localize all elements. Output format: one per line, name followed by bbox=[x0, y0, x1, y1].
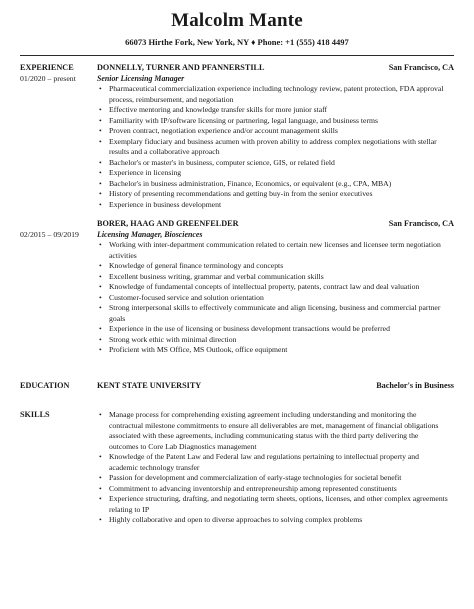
list-item: • Knowledge of general finance terminology and concepts bbox=[97, 261, 448, 272]
list-item: • Bachelor's or master's in business, computer science, GIS, or related field bbox=[97, 158, 448, 169]
list-item: • Effective mentoring and knowledge transfer skills for more junior staff bbox=[97, 105, 448, 116]
education-heading: EDUCATION bbox=[20, 381, 70, 390]
job-title: Licensing Manager, Biosciences bbox=[97, 230, 203, 239]
job-bullets bbox=[97, 240, 448, 356]
list-item: • Passion for development and commercialization of early-stage technologies for societal benefit bbox=[97, 473, 448, 484]
list-item: • Knowledge of the Patent Law and Federal law and regulations pertaining to intellectual property and academic technology transfer bbox=[97, 452, 448, 473]
list-item: • Strong work ethic with minimal direction bbox=[97, 335, 448, 346]
list-item: • Customer-focused service and solution orientation bbox=[97, 293, 448, 304]
job-title: Senior Licensing Manager bbox=[97, 74, 185, 83]
job-dates: 01/2020 – present bbox=[20, 74, 76, 83]
list-item: • Manage process for comprehending existing agreement including understanding and monitoring the contractual milestone commitments to ensure all deliverables are met, management of financial obligations associated with these agreements, including communicating status with the third party delivering the outcomes to Core Lab Diagnostics management bbox=[97, 410, 448, 452]
list-item: • Experience in the use of licensing or business development transactions would be preferred bbox=[97, 324, 448, 335]
list-item: • History of presenting recommendations and getting buy-in from the senior executives bbox=[97, 189, 448, 200]
job-location: San Francisco, CA bbox=[388, 63, 454, 72]
header-divider bbox=[20, 55, 454, 56]
contact-line: 66073 Hirthe Fork, New York, NY ♦ Phone: +1 (555) 418 4497 bbox=[125, 37, 349, 47]
list-item: • Highly collaborative and open to diverse approaches to solving complex problems bbox=[97, 515, 448, 526]
list-item: • Excellent business writing, grammar and verbal communication skills bbox=[97, 272, 448, 283]
job-bullets bbox=[97, 84, 448, 210]
list-item: • Bachelor's in business administration, Finance, Economics, or equivalent (e.g., CPA, MBA) bbox=[97, 179, 448, 190]
list-item: • Proven contract, negotiation experience and/or account management skills bbox=[97, 126, 448, 137]
skills-bullets bbox=[97, 410, 448, 526]
list-item: • Experience in licensing bbox=[97, 168, 448, 179]
list-item: • Commitment to advancing inventorship and entrepreneurship among represented constituents bbox=[97, 484, 448, 495]
list-item: • Experience in business development bbox=[97, 200, 448, 211]
list-item: • Knowledge of fundamental concepts of intellectual property, patents, contract law and deal valuation bbox=[97, 282, 448, 293]
job-location: San Francisco, CA bbox=[388, 219, 454, 228]
school-name: KENT STATE UNIVERSITY bbox=[97, 381, 202, 390]
degree: Bachelor's in Business bbox=[376, 381, 454, 390]
job-company: BORER, HAAG AND GREENFELDER bbox=[97, 219, 239, 228]
job-dates: 02/2015 – 09/2019 bbox=[20, 230, 79, 239]
list-item: • Exemplary fiduciary and business acumen with proven ability to address complex negotiations with stellar results and a collaborative approach bbox=[97, 137, 448, 158]
list-item: • Experience structuring, drafting, and negotiating term sheets, options, licenses, and other complex agreements relating to IP bbox=[97, 494, 448, 515]
list-item: • Pharmaceutical commercialization experience including technology review, patent protection, FDA approval process, reimbursement, and negotiation bbox=[97, 84, 448, 105]
list-item: • Familiarity with IP/software licensing or partnering, legal language, and business terms bbox=[97, 116, 448, 127]
list-item: • Proficient with MS Office, MS Outlook, office equipment bbox=[97, 345, 448, 356]
candidate-name: Malcolm Mante bbox=[171, 10, 303, 31]
job-company: DONNELLY, TURNER AND PFANNERSTILL bbox=[97, 63, 265, 72]
skills-heading: SKILLS bbox=[20, 410, 50, 419]
experience-heading: EXPERIENCE bbox=[20, 63, 74, 72]
list-item: • Working with inter-department communication related to certain new licenses and licensee term negotiation activities bbox=[97, 240, 448, 261]
list-item: • Strong interpersonal skills to effectively communicate and align licensing, business and commercial partner goals bbox=[97, 303, 448, 324]
